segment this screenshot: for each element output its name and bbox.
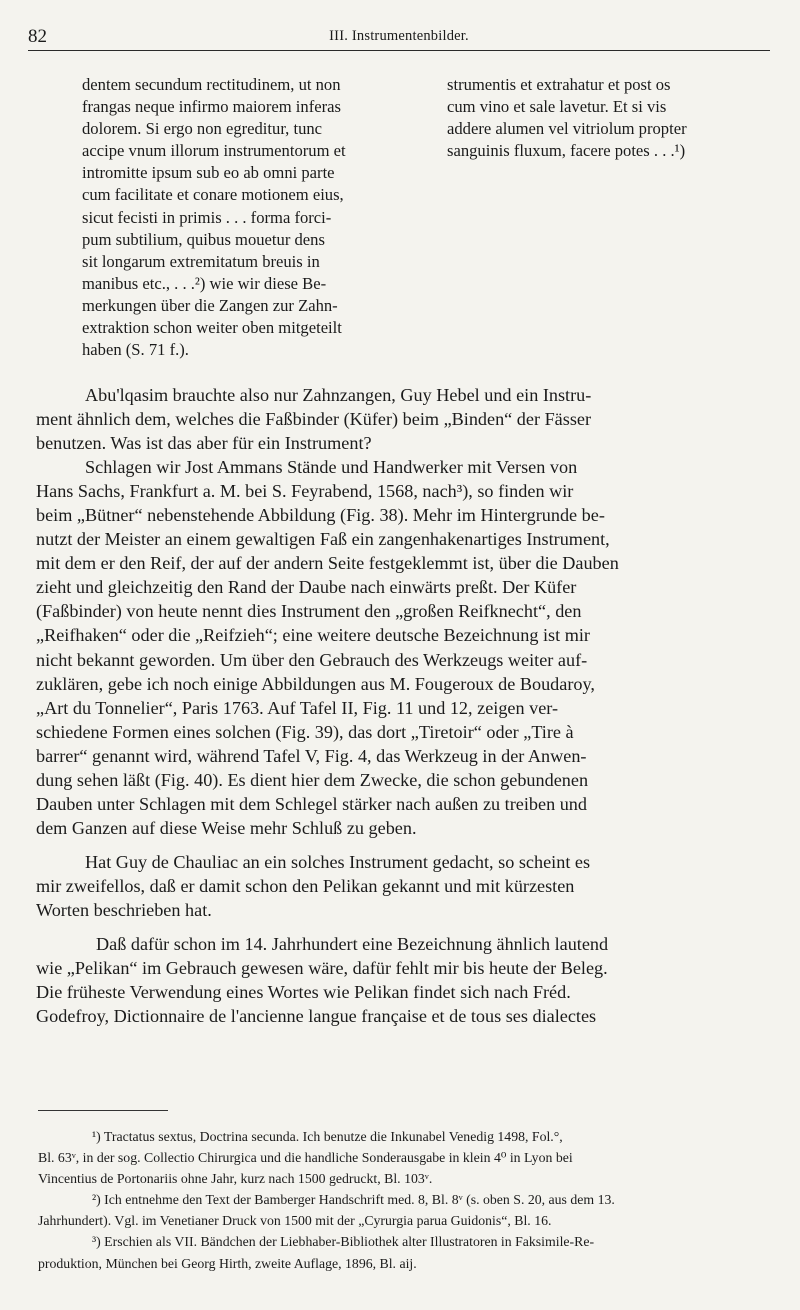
text-line: „Art du Tonnelier“, Paris 1763. Auf Tafel II, Fig. 11 und 12, zeigen ver- [36, 697, 559, 718]
paragraph-2 [36, 455, 774, 840]
quote-line: accipe vnum illorum instrumentorum et [82, 141, 346, 161]
right-quote-column [447, 74, 765, 162]
text-line: Daß dafür schon im 14. Jahrhundert eine Bezeichnung ähnlich lautend [96, 934, 609, 955]
footnote-line: Bl. 63ᵛ, in der sog. Collectio Chirurgica und die handliche Sonderausgabe in klein 4⁰ in Lyon bei [38, 1150, 573, 1166]
text-line: zieht und gleichzeitig den Rand der Daube nach einwärts preßt. Der Küfer [36, 577, 577, 598]
quote-line: strumentis et extrahatur et post os [447, 75, 671, 94]
text-line: (Faßbinder) von heute nennt dies Instrument den „großen Reifknecht“, den [36, 601, 582, 622]
text-line: ment ähnlich dem, welches die Faßbinder (Küfer) beim „Binden“ der Fässer [36, 409, 592, 430]
text-line: „Reifhaken“ oder die „Reifzieh“; eine weitere deutsche Bezeichnung ist mir [36, 625, 590, 646]
quote-line: extraktion schon weiter oben mitgeteilt [82, 318, 342, 338]
quote-line: cum facilitate et conare motionem eius, [82, 185, 344, 205]
text-line: Hat Guy de Chauliac an ein solches Instrument gedacht, so scheint es [85, 851, 591, 872]
paragraph-3 [36, 850, 774, 922]
quote-line: dentem secundum rectitudinem, ut non [82, 75, 341, 94]
text-line: mir zweifellos, daß er damit schon den Pelikan gekannt und mit kürzesten [36, 875, 575, 896]
text-line: Worten beschrieben hat. [36, 899, 212, 920]
text-line: mit dem er den Reif, der auf der andern Seite festgeklemmt ist, über die Dauben [36, 553, 619, 574]
footnote-line: ³) Erschien als VII. Bändchen der Liebhaber-Bibliothek alter Illustratoren in Faksimile-Re- [92, 1234, 595, 1250]
text-line: Abu'lqasim brauchte also nur Zahnzangen, Guy Hebel und ein Instru- [85, 385, 592, 405]
text-line: Schlagen wir Jost Ammans Stände und Handwerker mit Versen von [85, 457, 578, 478]
running-head: III. Instrumentenbilder. [329, 28, 469, 44]
quote-line: intromitte ipsum sub eo ab omni parte [82, 163, 335, 183]
footnote-line: ²) Ich entnehme den Text der Bamberger Handschrift med. 8, Bl. 8ᵛ (s. oben S. 20, aus dem 13. [92, 1192, 615, 1208]
text-line: nutzt der Meister an einem gewaltigen Faß ein zangenhakenartiges Instrument, [36, 529, 610, 550]
text-line: schiedene Formen eines solchen (Fig. 39), das dort „Tiretoir“ oder „Tire à [36, 721, 574, 742]
text-line: beim „Bütner“ nebenstehende Abbildung (Fig. 38). Mehr im Hintergrunde be- [36, 505, 605, 526]
quote-line: dolorem. Si ergo non egreditur, tunc [82, 119, 323, 139]
text-line: Hans Sachs, Frankfurt a. M. bei S. Feyrabend, 1568, nach³), so finden wir [36, 481, 574, 502]
footnote-line: Jahrhundert). Vgl. im Venetianer Druck von 1500 mit der „Cyrurgia parua Guidonis“, Bl. 16. [38, 1213, 552, 1229]
quote-line: haben (S. 71 f.). [82, 340, 189, 360]
quote-line: pum subtilium, quibus mouetur dens [82, 229, 325, 249]
text-line: nicht bekannt geworden. Um über den Gebrauch des Werkzeugs weiter auf- [36, 649, 588, 670]
page-number: 82 [28, 26, 47, 47]
footnote-line: ¹) Tractatus sextus, Doctrina secunda. Ich benutze die Inkunabel Venedig 1498, Fol.°, [92, 1129, 563, 1144]
text-line: Godefroy, Dictionnaire de l'ancienne langue française et de tous ses dialectes [36, 1006, 597, 1027]
footnotes [38, 1126, 780, 1274]
text-line: Die früheste Verwendung eines Wortes wie Pelikan findet sich nach Fréd. [36, 982, 571, 1003]
quote-line: manibus etc., . . .²) wie wir diese Be- [82, 273, 327, 293]
paragraph-1 [36, 383, 774, 455]
text-line: dem Ganzen auf diese Weise mehr Schluß zu geben. [36, 817, 417, 838]
main-text [36, 383, 774, 1028]
paragraph-4 [36, 932, 774, 1028]
text-line: wie „Pelikan“ im Gebrauch gewesen wäre, dafür fehlt mir bis heute der Beleg. [36, 958, 608, 979]
quote-line: cum vino et sale lavetur. Et si vis [447, 97, 667, 117]
quote-line: addere alumen vel vitriolum propter [447, 119, 687, 139]
footnote-line: produktion, München bei Georg Hirth, zweite Auflage, 1896, Bl. aij. [38, 1255, 417, 1271]
text-line: dung sehen läßt (Fig. 40). Es dient hier dem Zwecke, die schon gebundenen [36, 769, 589, 790]
footnote-divider [38, 1110, 168, 1111]
text-line: zuklären, gebe ich noch einige Abbildungen aus M. Fougeroux de Boudaroy, [36, 673, 595, 694]
text-line: Dauben unter Schlagen mit dem Schlegel stärker nach außen zu treiben und [36, 793, 587, 814]
quote-line: sicut fecisti in primis . . . forma forci- [82, 207, 332, 227]
quote-line: sit longarum extremitatum breuis in [82, 251, 320, 271]
quote-line: frangas neque infirmo maiorem inferas [82, 97, 341, 117]
quote-line: sanguinis fluxum, facere potes . . .¹) [447, 141, 686, 161]
text-line: benutzen. Was ist das aber für ein Instrument? [36, 433, 372, 454]
footnote-line: Vincentius de Portonariis ohne Jahr, kurz nach 1500 gedruckt, Bl. 103ᵛ. [38, 1171, 433, 1187]
page-header [28, 24, 770, 51]
quote-line: merkungen über die Zangen zur Zahn- [82, 295, 338, 315]
text-line: barrer“ genannt wird, während Tafel V, Fig. 4, das Werkzeug in der Anwen- [36, 745, 587, 766]
left-quote-column [82, 74, 430, 361]
